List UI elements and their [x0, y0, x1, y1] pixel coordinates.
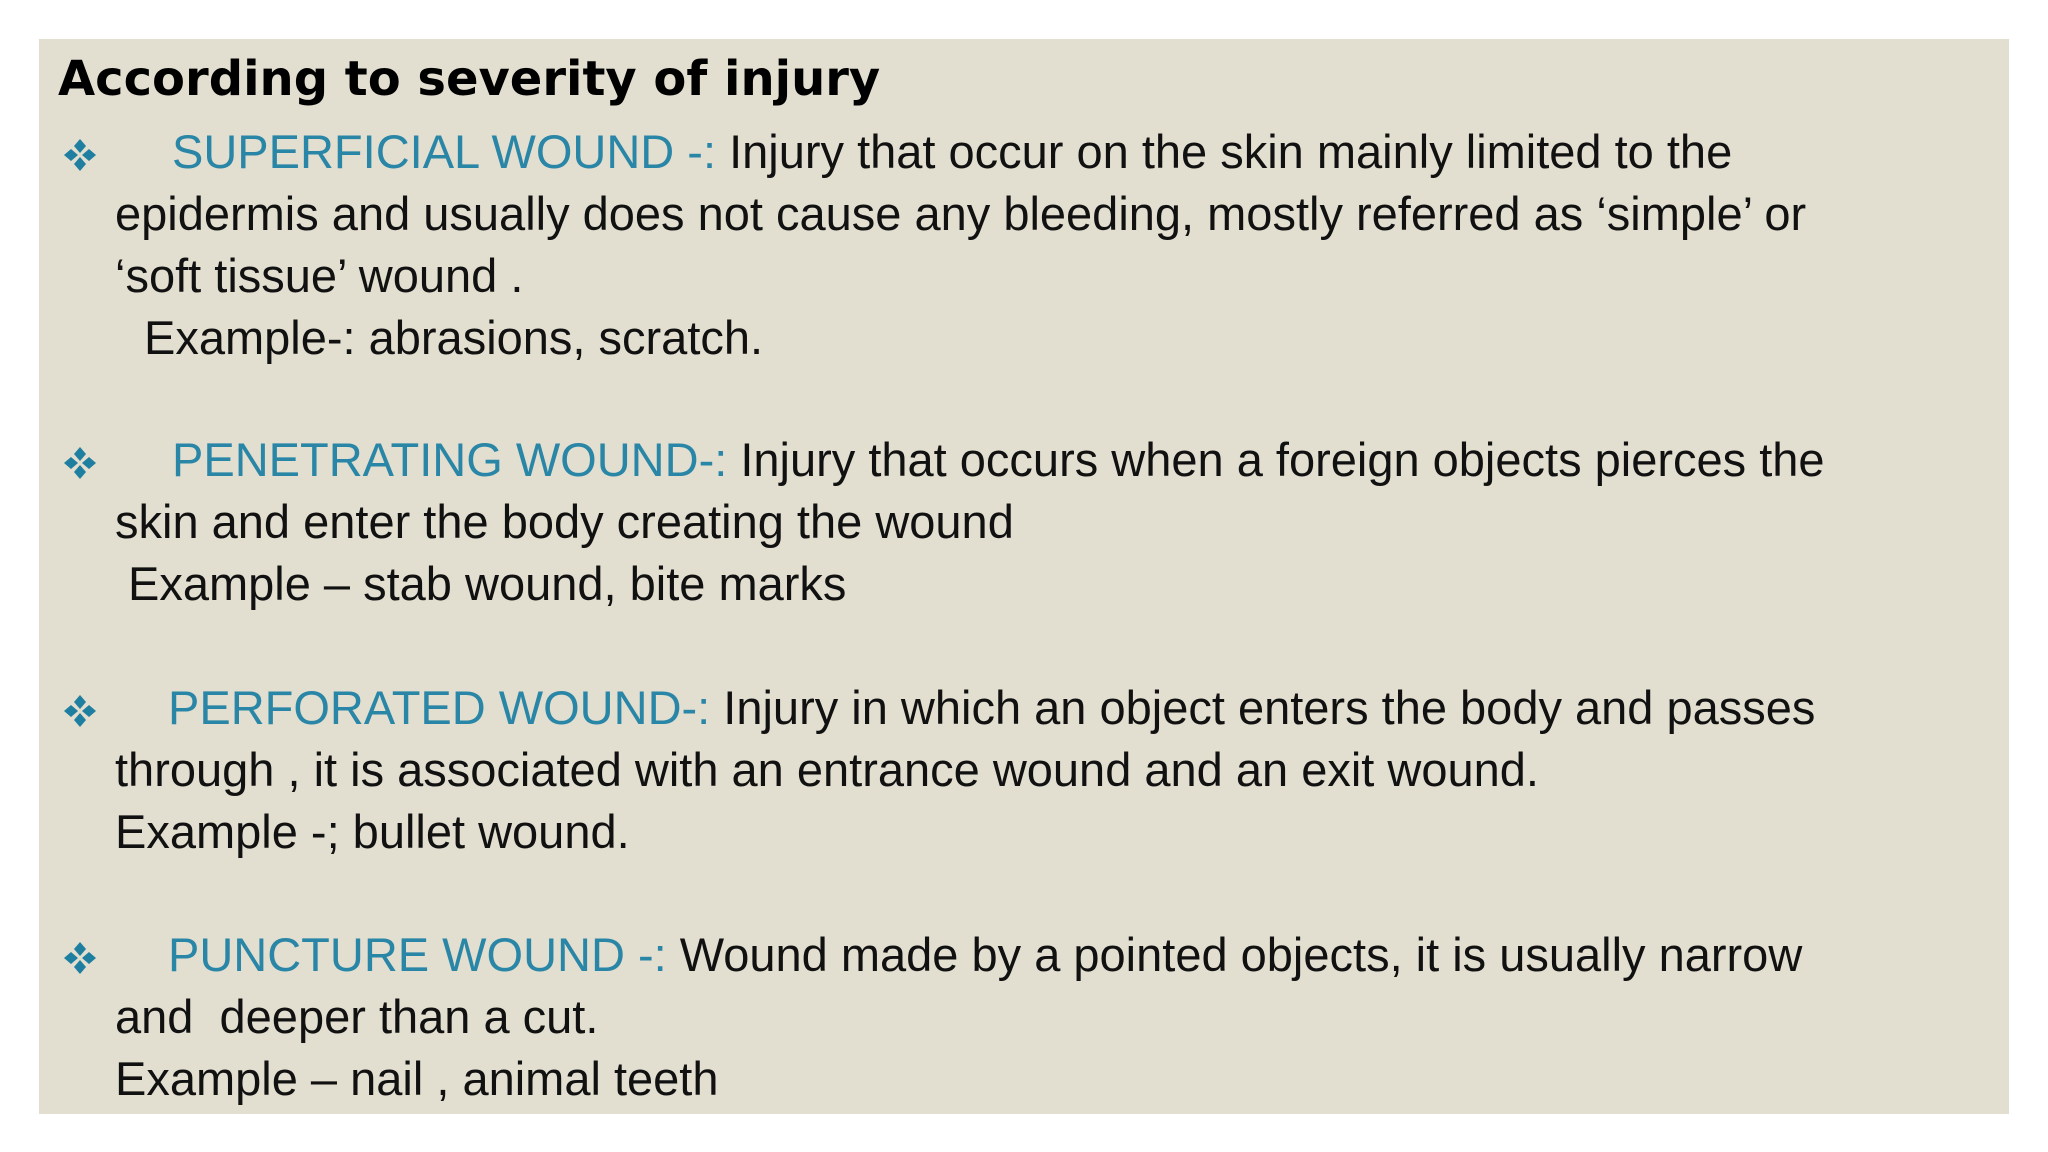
item-description: Injury that occurs when a foreign objects pierces the	[740, 433, 1825, 486]
four-diamond-bullet-icon	[58, 677, 102, 739]
item-description-line: ‘soft tissue’ wound .	[115, 249, 524, 302]
item-example: Example-: abrasions, scratch.	[144, 311, 764, 364]
item-first-line	[172, 429, 1825, 491]
item-first-line	[168, 677, 1815, 739]
item-description: Injury that occur on the skin mainly limited to the	[729, 125, 1733, 178]
item-term: PERFORATED WOUND-:	[168, 681, 711, 734]
item-first-line	[172, 121, 1732, 183]
item-example: Example – stab wound, bite marks	[128, 557, 847, 610]
four-diamond-bullet-icon	[58, 924, 102, 986]
four-diamond-bullet-icon	[58, 121, 102, 183]
item-first-line	[168, 924, 1802, 986]
item-description: Injury in which an object enters the body and passes	[723, 681, 1816, 734]
slide-heading: According to severity of injury	[58, 51, 881, 107]
item-description: Wound made by a pointed objects, it is usually narrow	[679, 928, 1803, 981]
item-example: Example – nail , animal teeth	[115, 1052, 719, 1105]
item-term: PUNCTURE WOUND -:	[168, 928, 667, 981]
item-example: Example -; bullet wound.	[115, 805, 630, 858]
item-term: PENETRATING WOUND-:	[172, 433, 728, 486]
item-description-line: and deeper than a cut.	[115, 990, 599, 1043]
item-description-line: through , it is associated with an entrance wound and an exit wound.	[115, 743, 1539, 796]
item-description-line: epidermis and usually does not cause any bleeding, mostly referred as ‘simple’ or	[115, 187, 1807, 240]
item-description-line: skin and enter the body creating the wound	[115, 495, 1014, 548]
slide-content-area	[39, 39, 2009, 1114]
four-diamond-bullet-icon	[58, 429, 102, 491]
item-term: SUPERFICIAL WOUND -:	[172, 125, 717, 178]
